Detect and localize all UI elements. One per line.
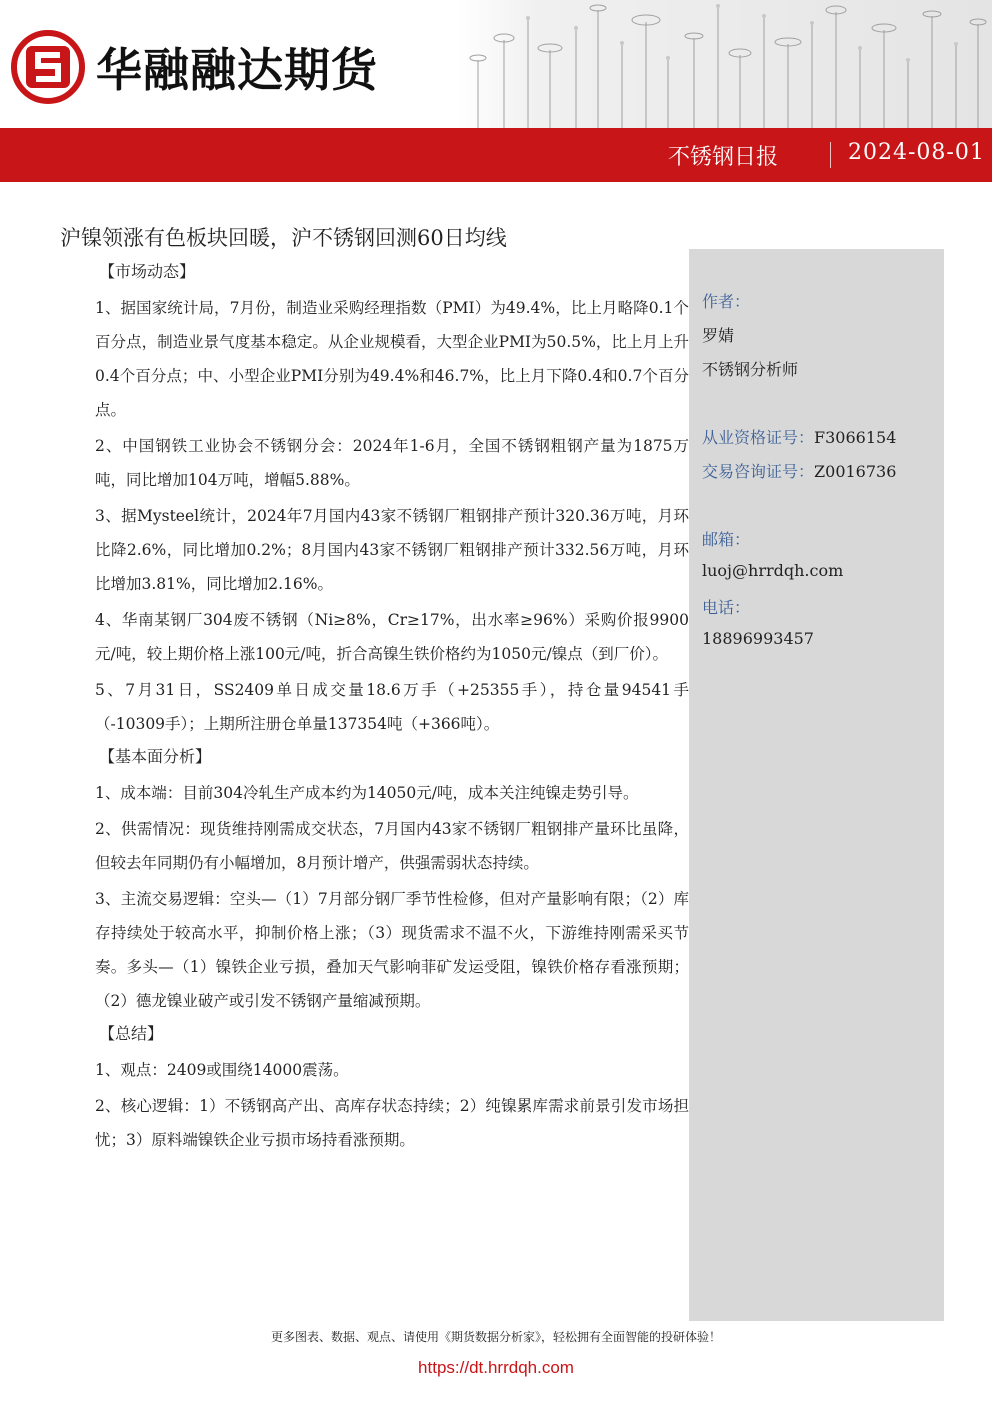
fundamental-item: 1、成本端：目前304冷轧生产成本约为14050元/吨，成本关注纯镍走势引导。 [95,784,639,802]
qualification-number: F3066154 [814,428,897,447]
section-title-market: 【市场动态】 [99,262,196,281]
section-title-fundamental: 【基本面分析】 [99,747,212,766]
report-headline: 沪镍领涨有色板块回暖，沪不锈钢回测60日均线 [60,226,507,250]
report-body [95,258,689,1159]
author-label: 作者： [702,292,751,311]
report-header [0,0,992,185]
consult-label: 交易咨询证号： [702,462,815,481]
summary-item: 2、核心逻辑：1）不锈钢高产出、高库存状态持续；2）纯镍累库需求前景引发市场担忧；3）原料端镍铁企业亏损市场持看涨预期。 [95,1097,689,1149]
author-name: 罗婧 [702,326,735,345]
email-address[interactable]: luoj@hrrdqh.com [702,561,844,580]
market-item: 2、中国钢铁工业协会不锈钢分会：2024年1-6月，全国不锈钢粗钢产量为1875万吨，同比增加104万吨，增幅5.88%。 [95,437,689,489]
market-item: 1、据国家统计局，7月份，制造业采购经理指数（PMI）为49.4%，比上月略降0.1个百分点，制造业景气度基本稳定。从企业规模看，大型企业PMI为50.5%，比上月上升0.4个百分点；中、小型企业PMI分别为49.4%和46.7%，比上月下降0.4和0.7个百分点。 [95,299,689,419]
report-type: 不锈钢日报 [668,145,779,170]
title-divider [830,142,831,168]
phone-label: 电话： [702,598,751,617]
qualification-label: 从业资格证号： [702,428,815,447]
company-logo [10,22,450,112]
summary-item: 1、观点：2409或围绕14000震荡。 [95,1061,349,1079]
decorative-lines-graphic [458,0,992,130]
consult-row [702,459,896,482]
market-item: 3、据Mysteel统计，2024年7月国内43家不锈钢厂粗钢排产预计320.36万吨，月环比降2.6%，同比增加0.2%；8月国内43家不锈钢厂粗钢排产预计332.56万吨，月环比增加3.81%，同比增加2.16%。 [95,507,689,593]
footer-note: 更多图表、数据、观点、请使用《期货数据分析家》，轻松拥有全面智能的投研体验！ [270,1330,721,1344]
footer-link[interactable]: https://dt.hrrdqh.com [418,1358,574,1377]
market-item: 4、华南某钢厂304废不锈钢（Ni≥8%，Cr≥17%，出水率≥96%）采购价报9900元/吨，较上期价格上涨100元/吨，折合高镍生铁价格约为1050元/镍点（到厂价）。 [95,611,689,663]
fundamental-item: 2、供需情况：现货维持刚需成交状态，7月国内43家不锈钢厂粗钢排产量环比虽降，但较去年同期仍有小幅增加，8月预计增产，供强需弱状态持续。 [95,820,689,872]
section-title-summary: 【总结】 [99,1024,164,1043]
author-sidebar [689,249,944,1321]
report-title-bar [0,128,992,182]
report-date: 2024-08-01 [848,140,985,165]
market-item: 5、7月31日，SS2409单日成交量18.6万手（+25355手），持仓量94541手（-10309手）；上期所注册仓单量137354吨（+366吨）。 [95,681,689,733]
consult-number: Z0016736 [814,462,897,481]
qualification-row [702,425,896,448]
phone-number: 18896993457 [702,629,814,648]
company-name: 华融融达期货 [96,43,378,97]
fundamental-item: 3、主流交易逻辑：空头—（1）7月部分钢厂季节性检修，但对产量影响有限；（2）库存持续处于较高水平，抑制价格上涨；（3）现货需求不温不火，下游维持刚需采买节奏。多头—（1）镍铁企业亏损，叠加天气影响菲矿发运受阻，镍铁价格存看涨预期；（2）德龙镍业破产或引发不锈钢产量缩减预期。 [95,890,689,1010]
author-title: 不锈钢分析师 [702,360,799,379]
logo-emblem-icon [10,29,86,105]
email-label: 邮箱： [702,530,751,549]
